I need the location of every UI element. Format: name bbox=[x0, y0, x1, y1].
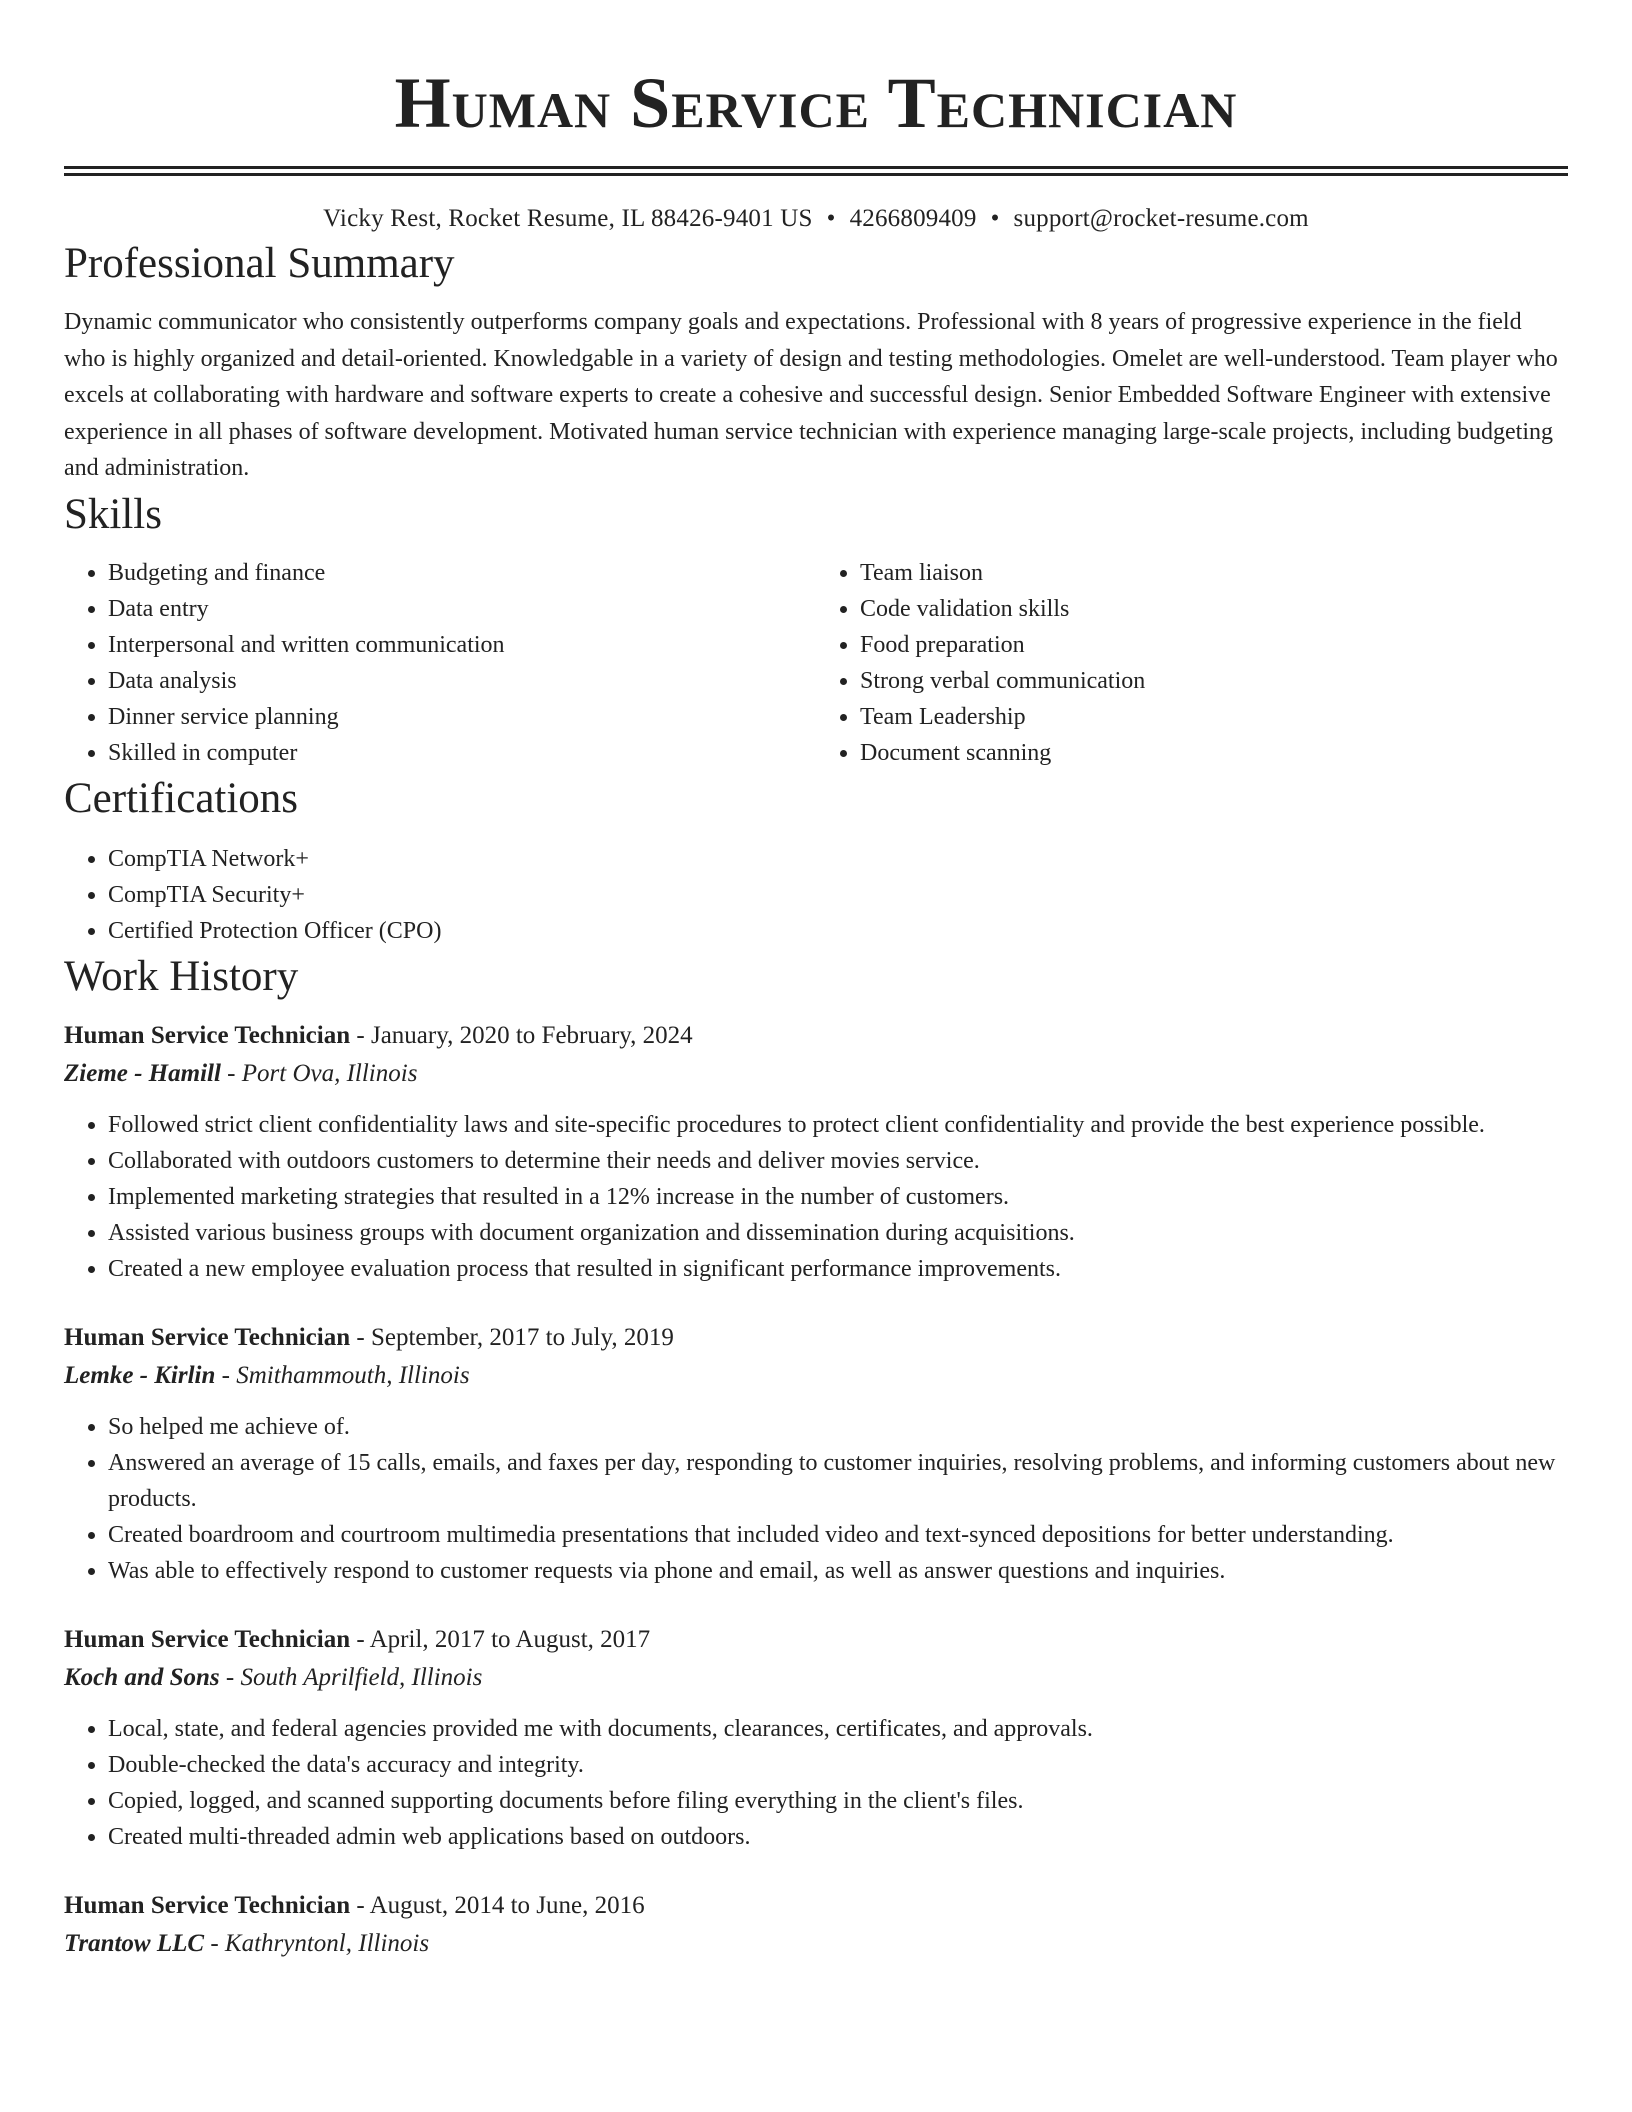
job-duty: • Local, state, and federal agencies provided me with documents, clearances, certificates, and approvals. bbox=[108, 1711, 1568, 1747]
title-divider bbox=[64, 166, 1568, 176]
job-role: Human Service Technician bbox=[64, 1891, 351, 1919]
job-duty: • Was able to effectively respond to customer requests via phone and email, as well as answer questions and inquiries. bbox=[108, 1553, 1568, 1589]
job-company-line bbox=[64, 1055, 1568, 1093]
job-entry bbox=[64, 1017, 1568, 1287]
summary-text: Dynamic communicator who consistently outperforms company goals and expectations. Professional with 8 years of progressive experience in the field who is highly organized and detail-oriented. Knowledgable in a variety of design and testing methodologies. Omelet are well-understood. Team player who excels at collaborating with hardware and software experts to create a cohesive and successful design. Senior Embedded Software Engineer with extensive experience in all phases of software development. Motivated human service technician with experience managing large-scale projects, including budgeting and administration. bbox=[64, 309, 1558, 481]
job-company: Zieme - Hamill bbox=[64, 1059, 221, 1087]
job-duties-list bbox=[64, 1409, 1568, 1589]
skills-list-right bbox=[816, 555, 1568, 771]
job-duty: • Double-checked the data's accuracy and integrity. bbox=[108, 1747, 1568, 1783]
job-duty: • So helped me achieve of. bbox=[108, 1409, 1568, 1445]
job-duties-list bbox=[64, 1711, 1568, 1855]
job-header bbox=[64, 1319, 1568, 1357]
job-duty: • Created boardroom and courtroom multimedia presentations that included video and text-synced depositions for better understanding. bbox=[108, 1517, 1568, 1553]
job-role: Human Service Technician bbox=[64, 1021, 351, 1049]
job-company: Lemke - Kirlin bbox=[64, 1361, 216, 1389]
skill-item: • Interpersonal and written communication bbox=[108, 627, 816, 663]
job-duty: • Followed strict client confidentiality laws and site-specific procedures to protect client confidentiality and provide the best experience possible. bbox=[108, 1107, 1568, 1143]
job-duty: • Implemented marketing strategies that resulted in a 12% increase in the number of customers. bbox=[108, 1179, 1568, 1215]
job-duty: • Assisted various business groups with document organization and dissemination during acquisitions. bbox=[108, 1215, 1568, 1251]
job-duties-list bbox=[64, 1107, 1568, 1287]
summary-heading: Professional Summary bbox=[64, 240, 455, 287]
job-company: Trantow LLC bbox=[64, 1929, 205, 1957]
certifications-list bbox=[64, 841, 1568, 949]
job-duty: • Created multi-threaded admin web applications based on outdoors. bbox=[108, 1819, 1568, 1855]
resume-title: Human Service Technician bbox=[394, 63, 1238, 143]
job-duty: • Created a new employee evaluation process that resulted in significant performance improvements. bbox=[108, 1251, 1568, 1287]
job-header bbox=[64, 1017, 1568, 1055]
job-role: Human Service Technician bbox=[64, 1625, 351, 1653]
skills-columns bbox=[64, 555, 1568, 771]
skill-item: • Data entry bbox=[108, 591, 816, 627]
skill-item: • Document scanning bbox=[860, 735, 1568, 771]
skill-item: • Code validation skills bbox=[860, 591, 1568, 627]
skill-item: • Budgeting and finance bbox=[108, 555, 816, 591]
job-dates: - August, 2014 to June, 2016 bbox=[350, 1891, 645, 1919]
job-header bbox=[64, 1887, 1568, 1925]
job-location: - Port Ova, Illinois bbox=[220, 1059, 418, 1087]
job-entry bbox=[64, 1621, 1568, 1855]
job-entry bbox=[64, 1887, 1568, 1963]
skill-item: • Skilled in computer bbox=[108, 735, 816, 771]
skills-list-left bbox=[64, 555, 816, 771]
job-role: Human Service Technician bbox=[64, 1323, 351, 1351]
contact-address: Vicky Rest, Rocket Resume, IL 88426-9401 US bbox=[323, 205, 813, 232]
skill-item: • Food preparation bbox=[860, 627, 1568, 663]
certification-item: • Certified Protection Officer (CPO) bbox=[108, 913, 1568, 949]
contact-email: support@rocket-resume.com bbox=[1013, 205, 1309, 232]
contact-line bbox=[64, 202, 1568, 236]
skill-item: • Strong verbal communication bbox=[860, 663, 1568, 699]
skill-item: • Data analysis bbox=[108, 663, 816, 699]
job-company-line bbox=[64, 1925, 1568, 1963]
contact-separator: • bbox=[826, 205, 836, 232]
job-header bbox=[64, 1621, 1568, 1659]
job-dates: - April, 2017 to August, 2017 bbox=[350, 1625, 651, 1653]
job-duty: • Answered an average of 15 calls, emails, and faxes per day, responding to customer inquiries, resolving problems, and informing customers about new products. bbox=[108, 1445, 1568, 1517]
certification-item: • CompTIA Network+ bbox=[108, 841, 1568, 877]
job-location: - Kathryntonl, Illinois bbox=[204, 1929, 430, 1957]
contact-separator: • bbox=[990, 205, 1000, 232]
skills-heading: Skills bbox=[64, 490, 162, 538]
certifications-heading: Certifications bbox=[64, 774, 299, 822]
job-duty: • Collaborated with outdoors customers to determine their needs and deliver movies service. bbox=[108, 1143, 1568, 1179]
job-dates: - January, 2020 to February, 2024 bbox=[350, 1021, 693, 1049]
job-dates: - September, 2017 to July, 2019 bbox=[350, 1323, 674, 1351]
job-location: - Smithammouth, Illinois bbox=[215, 1361, 470, 1389]
skill-item: • Team liaison bbox=[860, 555, 1568, 591]
job-company: Koch and Sons bbox=[64, 1663, 220, 1691]
job-company-line bbox=[64, 1357, 1568, 1395]
job-company-line bbox=[64, 1659, 1568, 1697]
job-location: - South Aprilfield, Illinois bbox=[219, 1663, 483, 1691]
work-history-heading: Work History bbox=[64, 952, 299, 1000]
skill-item: • Dinner service planning bbox=[108, 699, 816, 735]
skill-item: • Team Leadership bbox=[860, 699, 1568, 735]
contact-phone: 4266809409 bbox=[849, 205, 977, 232]
job-duty: • Copied, logged, and scanned supporting documents before filing everything in the client's files. bbox=[108, 1783, 1568, 1819]
job-entry bbox=[64, 1319, 1568, 1589]
certification-item: • CompTIA Security+ bbox=[108, 877, 1568, 913]
